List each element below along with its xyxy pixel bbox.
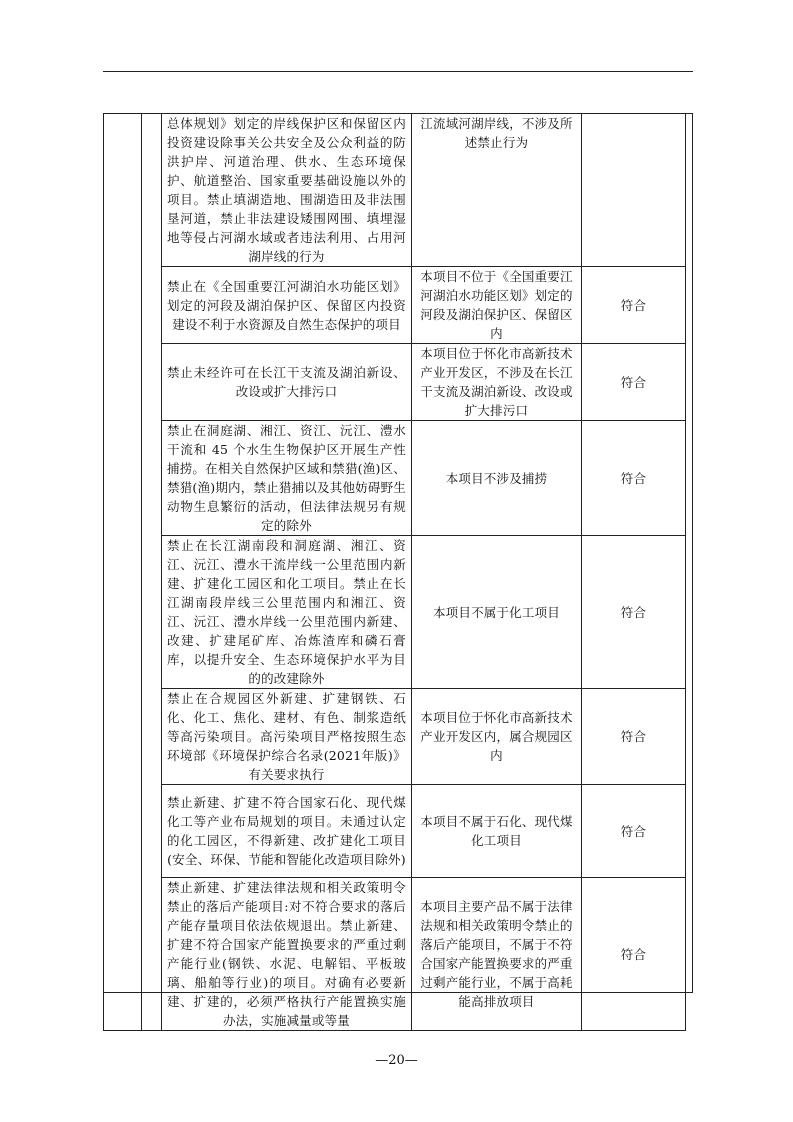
table-row [104, 536, 686, 689]
requirement-cell: 禁止未经许可在长江干支流及湖泊新设、改设或扩大排污口 [162, 344, 412, 421]
conclusion-cell: 符合 [582, 536, 686, 689]
table-row [104, 878, 686, 1031]
conclusion-cell: 符合 [582, 267, 686, 344]
analysis-cell: 本项目位于怀化市高新技术产业开发区，不涉及在长江干支流及湖泊新设、改设或扩大排污口 [412, 344, 582, 421]
table-row [104, 689, 686, 785]
requirement-cell: 总体规划》划定的岸线保护区和保留区内投资建设除事关公共安全及公众利益的防洪护岸、河道治理、供水、生态环境保护、航道整治、国家重要基础设施以外的项目。禁止填湖造地、围湖造田及非法围垦河道，禁止非法建设矮围网围、填埋湿地等侵占河湖水域或者违法利用、占用河湖岸线的行为 [162, 114, 412, 267]
analysis-cell: 本项目位于怀化市高新技术产业开发区内，属合规园区内 [412, 689, 582, 785]
table-row [104, 267, 686, 344]
table-row [104, 785, 686, 878]
analysis-cell: 本项目不涉及捕捞 [412, 421, 582, 536]
conclusion-cell: 符合 [582, 785, 686, 878]
requirement-cell: 禁止在合规园区外新建、扩建钢铁、石化、化工、焦化、建材、有色、制浆造纸等高污染项目。高污染项目严格按照生态环境部《环境保护综合名录(2021年版)》有关要求执行 [162, 689, 412, 785]
table-row [104, 114, 686, 267]
header-rule [103, 71, 693, 72]
requirement-cell: 禁止在长江湖南段和洞庭湖、湘江、资江、沅江、澧水干流岸线一公里范围内新建、扩建化工园区和化工项目。禁止在长江湖南段岸线三公里范围内和湘江、资江、沅江、澧水岸线一公里范围内新建、改建、扩建尾矿库、冶炼渣库和磷石膏库，以提升安全、生态环境保护水平为目的的改建除外 [162, 536, 412, 689]
category-cell [104, 114, 142, 1031]
conclusion-cell [582, 114, 686, 267]
analysis-cell: 本项目不位于《全国重要江河湖泊水功能区划》划定的河段及湖泊保护区、保留区内 [412, 267, 582, 344]
conclusion-cell: 符合 [582, 689, 686, 785]
conclusion-cell: 符合 [582, 878, 686, 1031]
analysis-cell: 江流域河湖岸线，不涉及所述禁止行为 [412, 114, 582, 267]
requirement-cell: 禁止在洞庭湖、湘江、资江、沅江、澧水干流和 45 个水生生物保护区开展生产性捕捞。在相关自然保护区域和禁猎(渔)区、禁猎(渔)期内，禁止猎捕以及其他妨碍野生动物生息繁衍的活动，但法律法规另有规定的除外 [162, 421, 412, 536]
table-row [104, 421, 686, 536]
requirement-cell: 禁止在《全国重要江河湖泊水功能区划》划定的河段及湖泊保护区、保留区内投资建设不利于水资源及自然生态保护的项目 [162, 267, 412, 344]
analysis-cell: 本项目主要产品不属于法律法规和相关政策明令禁止的落后产能项目，不属于不符合国家产能置换要求的严重过剩产能行业，不属于高耗能高排放项目 [412, 878, 582, 1031]
table-row [104, 344, 686, 421]
requirement-cell: 禁止新建、扩建法律法规和相关政策明令禁止的落后产能项目:对不符合要求的落后产能存量项目依法依规退出。禁止新建、扩建不符合国家产能置换要求的严重过剩产能行业(钢铁、水泥、电解铝、平板玻璃、船舶等行业)的项目。对确有必要新建、扩建的，必须严格执行产能置换实施办法，实施减量或等量 [162, 878, 412, 1031]
analysis-cell: 本项目不属于石化、现代煤化工项目 [412, 785, 582, 878]
requirement-cell: 禁止新建、扩建不符合国家石化、现代煤化工等产业布局规划的项目。未通过认定的化工园区，不得新建、改扩建化工项目(安全、环保、节能和智能化改造项目除外) [162, 785, 412, 878]
compliance-table [103, 113, 686, 1031]
analysis-cell: 本项目不属于化工项目 [412, 536, 582, 689]
conclusion-cell: 符合 [582, 421, 686, 536]
sub-category-cell [142, 114, 162, 1031]
page-number: —20— [375, 1053, 418, 1068]
conclusion-cell: 符合 [582, 344, 686, 421]
